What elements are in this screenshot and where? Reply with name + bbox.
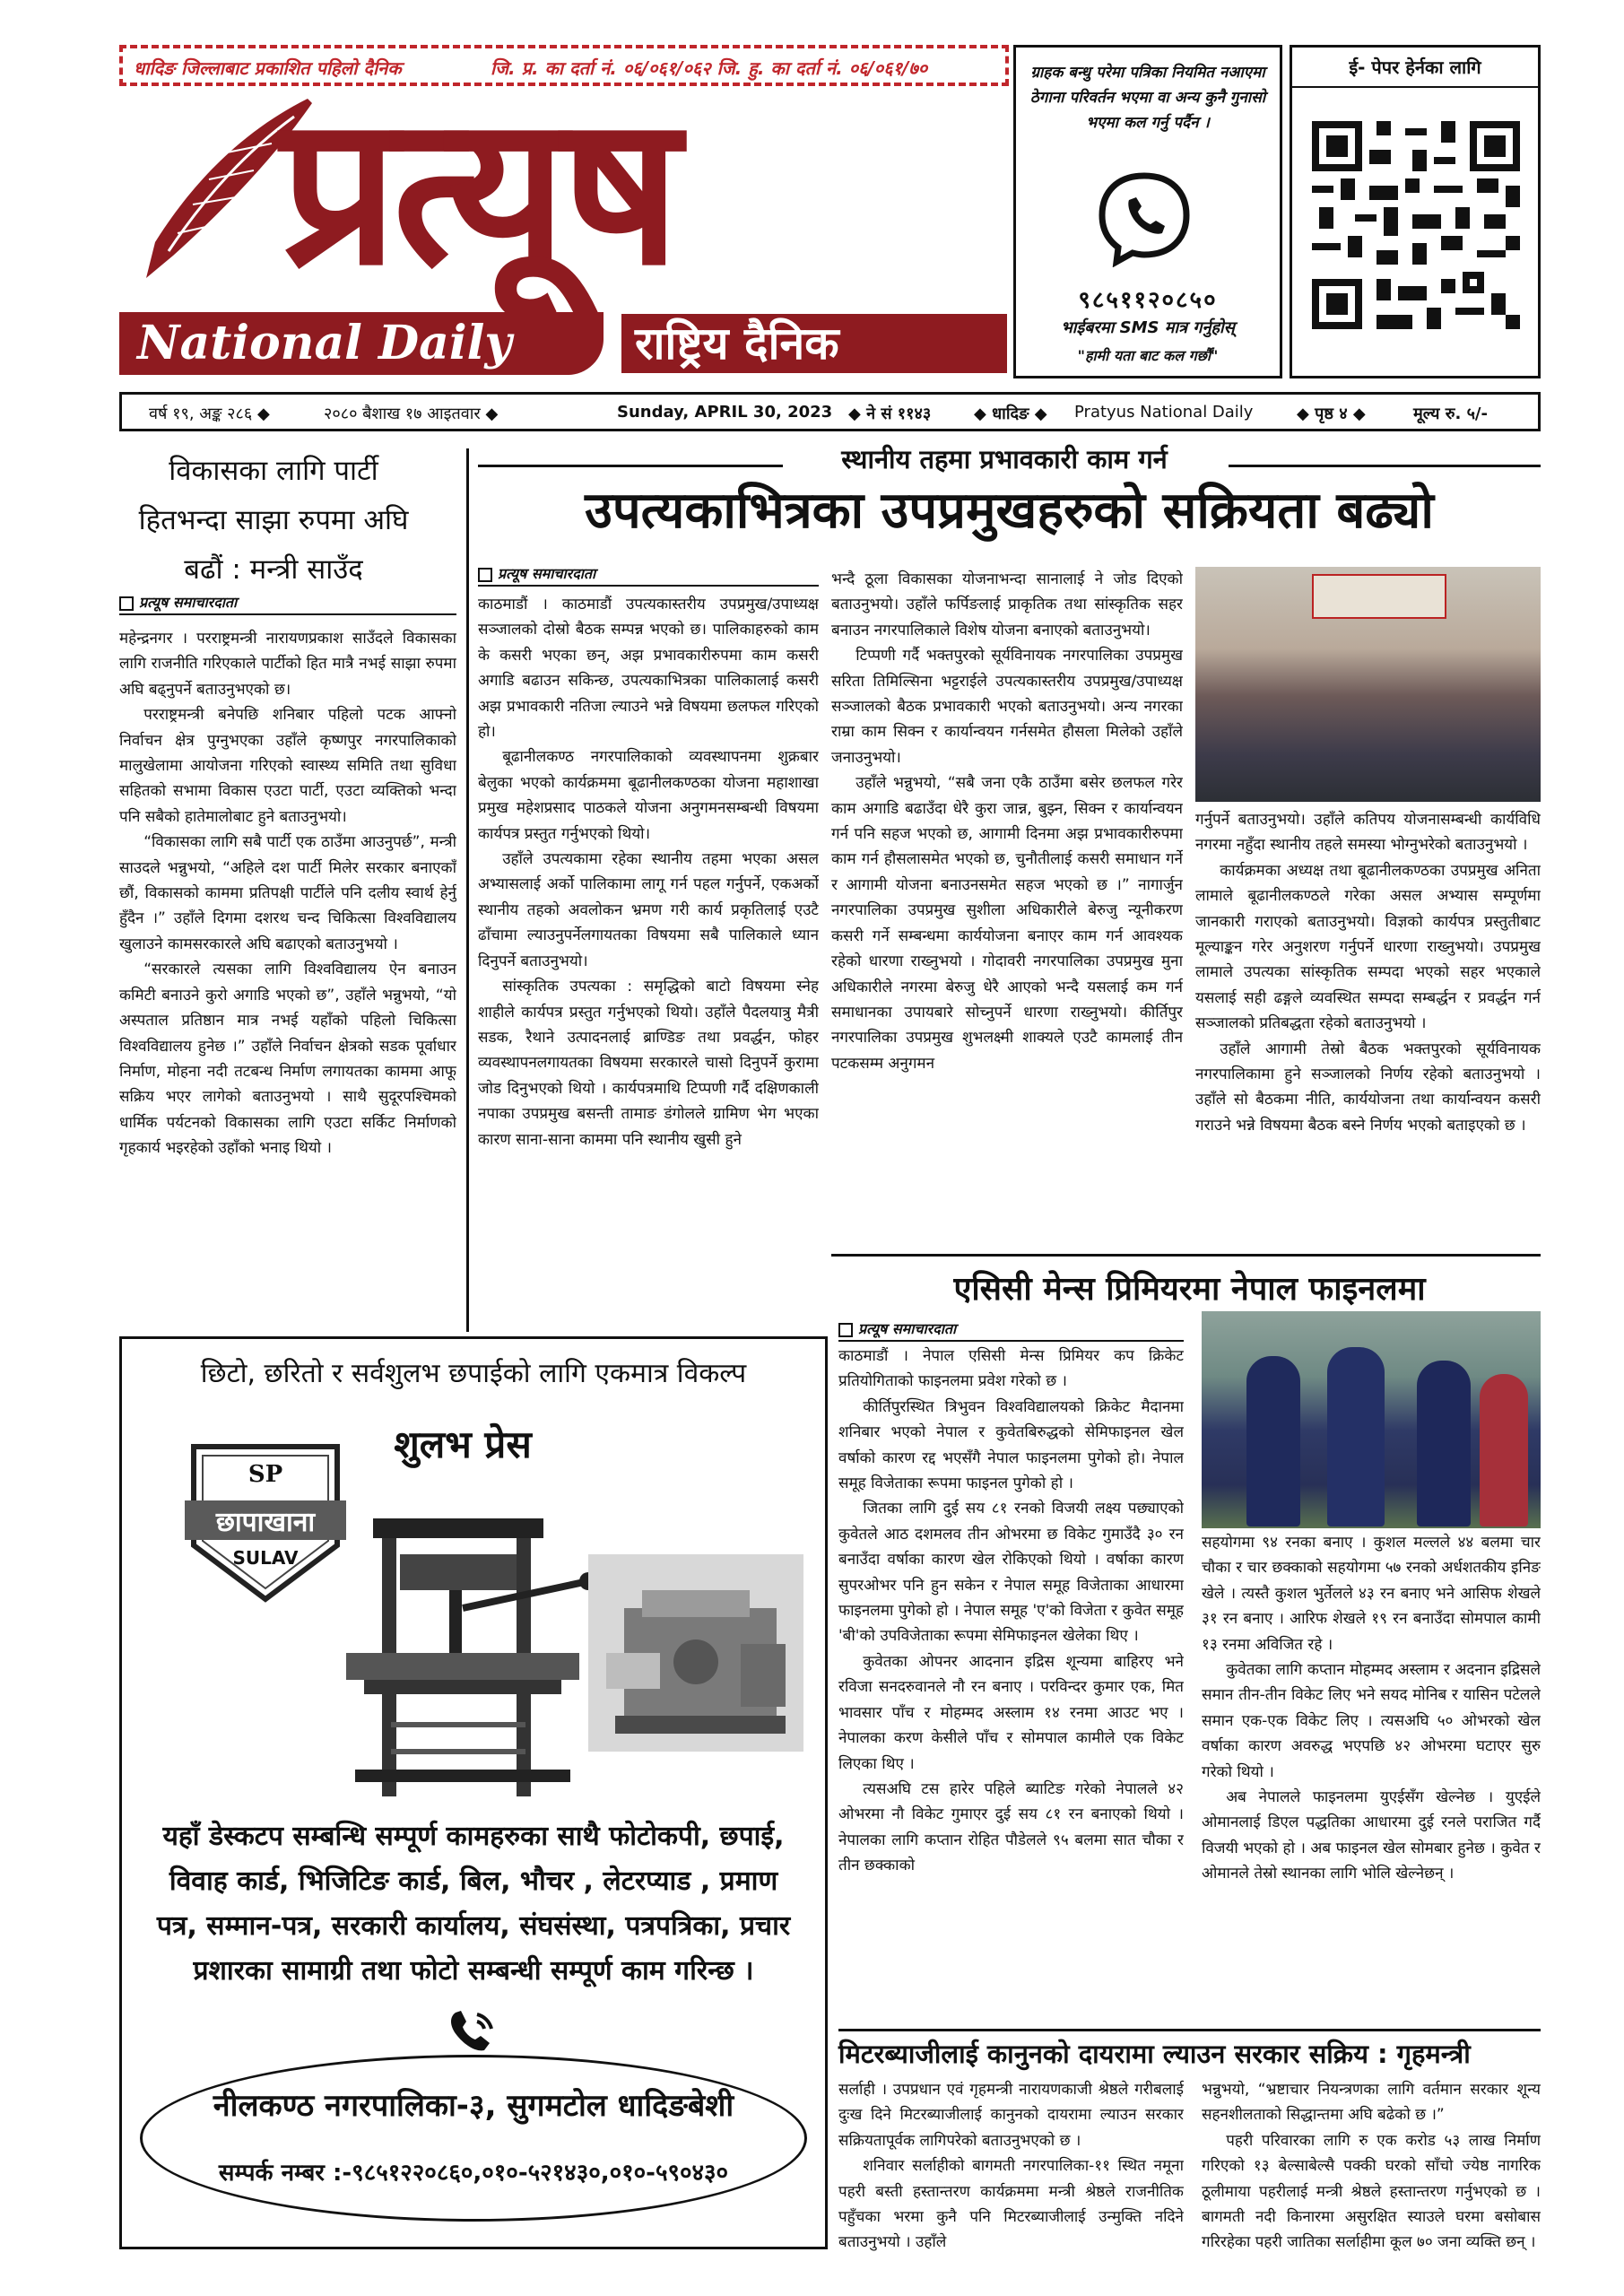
cricket-byline: प्रत्यूष समाचारदाता: [838, 1318, 1184, 1342]
meeting-group-photo: [1195, 567, 1541, 802]
nepal-sambat: ◆ ने सं ११४३: [848, 404, 932, 423]
cricket-col-1: [838, 1344, 1184, 2025]
ad-address: नीलकण्ठ नगरपालिका-३, सुगमटोल धादिङबेशी: [213, 2088, 734, 2124]
left-column-rule: [466, 448, 469, 1332]
lead-para: टिप्पणी गर्दै भक्तपुरको सूर्यविनायक नगरपालिका उपप्रमुख सरिता तिमिल्सिना भट्टराईले उपत्यकास्तरीय उपप्रमुख/उपाध्यक्ष सञ्जालको बैठक प्रभावकारी भएको बताउनुभयो। अन्य नगरका राम्रा काम सिक्न र कार्यान्वयन गर्नसमेत हौसला मिलेको उहाँले जनाउनुभयो।: [831, 647, 1183, 767]
epaper-label: ई- पेपर हेर्नका लागि: [1292, 55, 1538, 88]
bottom-para: भन्नुभयो, “भ्रष्टाचार नियन्त्रणका लागि वर्तमान सरकार शून्य सहनशीलताको सिद्धान्तमा अघि बढेको छ ।”: [1202, 2081, 1541, 2125]
logo-en-text: National Daily: [137, 316, 512, 370]
cricket-para: काठमाडौं । नेपाल एसिसी मेन्स प्रिमियर कप क्रिकेट प्रतियोगिताको फाइनलमा प्रवेश गरेको छ ।: [838, 1347, 1184, 1391]
cricket-para: जितका लागि दुई सय ८१ रनको विजयी लक्ष्य पछ्याएको कुवेतले आठ दशमलव तीन ओभरमा छ विकेट गुमाउँदै ३० रन बनाउँदा वर्षाका कारण खेल रोकिएको थियो । वर्षाका कारण सुपरओभर पनि हुन सकेन र नेपाल समूह विजेताका आधारमा फाइनलमा पुगेको हो । नेपाल समूह 'ए'को विजेता र कुवेत समूह 'बी'को उपविजेताका रूपमा सेमिफाइनल खेलेका थिए ।: [838, 1500, 1184, 1646]
bottom-para: पहरी परिवारका लागि रु एक करोड ५३ लाख निर्माण गरिएको १३ बेल्साबेल्सै पक्की घरको साँचो ज्येष्ठ नागरिक ठूलीमाया पहरीलाई मन्त्री श्रेष्ठले हस्तान्तरण गर्नुभएको छ । बागमती नदी किनारमा असुरक्षित स्याउले घरमा बसोबास गरिरहेका पहरी जातिका सर्लाहीमा कूल ७० जना व्यक्ति छन् ।: [1202, 2131, 1541, 2252]
photo-banner: [1312, 574, 1446, 619]
dateline-bar: [119, 392, 1541, 431]
lead-para: उहाँले भन्नुभयो, “सबै जना एकै ठाउँमा बसेर छलफल गरेर काम अगाडि बढाउँदा धेरै कुरा जान्न, बुझ्न, सिक्न र कार्यान्वयन गर्न पनि सहज भएको छ, आगामी दिनमा अझ प्रभावकारीरुपमा काम गर्न हौसलासमेत भएको छ, चुनौतीलाई कसरी समाधान गर्ने र आगामी योजना बनाउनसमेत सहज भएको छ ।” नागार्जुन नगरपालिका उपप्रमुख सुशीला अधिकारीले बेरुजु न्यूनीकरण कसरी गर्ने सम्बन्धमा कार्ययोजना बनाएर काम गर्न आवश्यक रहेको धारणा राख्नुभयो । गोदावरी नगरपालिका उपप्रमुख मुना अधिकारीले नगरमा बेरुजु धेरै आएको भन्दै यसलाई कम गर्न समाधानका उपायबारे सोच्नुपर्ने धारणा राख्नुभयो। कीर्तिपुर नगरपालिका उपप्रमुख शुभलक्ष्मी शाक्यले एउटै कामलाई तीन पटकसम्म अनुगमन: [831, 774, 1183, 1073]
lead-bottom-rule: [831, 1254, 1541, 1257]
qr-code-icon[interactable]: [1312, 121, 1520, 329]
bottom-col-1: [838, 2077, 1184, 2255]
cricket-para: कुवेतका ओपनर आदनान इद्रिस शून्यमा बाहिरए भने रविजा सनदरुवानले नौ रन बनाए । परविन्दर कुमार एक, मित भावसार पाँच र मोहम्मद अस्लाम १४ रनमा आउट भए । नेपालका करण केसीले पाँच र सोमपाल कामीले एक विकेट लिएका थिए ।: [838, 1652, 1184, 1773]
viber-phone-icon: [1095, 169, 1194, 267]
paper-name: Pratyus National Daily: [1074, 403, 1254, 422]
left-story-title: विकासका लागि पार्टी हितभन्दा साझा रुपमा अघि बढौं : मन्त्री साउँद: [138, 455, 409, 586]
nepal-team-photo: [1202, 1311, 1541, 1528]
left-story-para: परराष्ट्रमन्त्री बनेपछि शनिबार पहिलो पटक आफ्नो निर्वाचन क्षेत्र पुग्नुभएका उहाँले कृष्णपुर नगरपालिकाको मालुखेलामा आयोजना गरिएको स्वास्थ्य समिति तथा सुविधा सहितको सभामा विकास एउटा पार्टी, एउटा व्यक्तिको भन्दा पनि सबैको हातेमालोबाट हुने बताउनुभयो।: [119, 706, 456, 826]
ad-body-text: यहाँ डेस्कटप सम्बन्धि सम्पूर्ण कामहरुका साथै फोटोकपी, छपाई, विवाह कार्ड, भिजिटिङ कार्ड, बिल, भौचर , लेटरप्याड , प्रमाण पत्र, सम्मान-पत्र, सरकारी कार्यालय, संघसंस्था, पत्रपत्रिका, प्रचार प्रशारका सामाग्री तथा फोटो सम्बन्धी सम्पूर्ण काम गरिन्छ ।: [156, 1821, 791, 1987]
lead-para: गर्नुपर्ने बताउनुभयो। उहाँले कतिपय योजनासम्बन्धी कार्यविधि नगरमा नहुँदा स्थानीय तहले समस्या भोग्नुभरेको बताउनुभयो ।: [1195, 811, 1541, 855]
bottom-para: सर्लाही । उपप्रधान एवं गृहमन्त्री नारायणकाजी श्रेष्ठले गरीबलाई दुःख दिने मिटरब्याजीलाई कानुनको दायरामा ल्याउन सरकार सक्रियतापूर्वक लागिपरेको बताउनुभएको छ ।: [838, 2081, 1184, 2150]
notice-phone: ९८५११२०८५०: [1078, 287, 1218, 314]
left-story-byline: प्रत्यूष समाचारदाता: [119, 592, 456, 615]
ad-press-name: शुलभ प्रेस: [394, 1422, 532, 1466]
left-story-para: “सरकारले त्यसका लागि विश्वविद्यालय ऐन बनाउन कमिटी बनाउने कुरो अगाडि भएको छ”, उहाँले भन्नुभयो, “यो अस्पताल प्रतिष्ठान मात्र नभई यहाँको पहिलो चिकित्सा विश्वविद्यालय हुनेछ ।” उहाँले निर्वाचन क्षेत्रको सडक पूर्वाधार निर्माण, मोहना नदी तटबन्ध निर्माण लगायतका काममा आफू सक्रिय भएर लागेको बताउनुभयो । साथै सुदूरपश्चिमको धार्मिक पर्यटनको विकासका लागि एउटा सर्किट निर्माणको गृहकार्य भइरहेको उहाँको भनाइ थियो ।: [119, 961, 456, 1158]
slogan-text: "हामी यता बाट कल गर्छौं": [1077, 347, 1219, 364]
price: मूल्य रु. ५/-: [1413, 404, 1488, 423]
ad-tagline: छिटो, छरितो र सर्वशुलभ छपाईको लागि एकमात्र विकल्प: [200, 1358, 747, 1389]
lead-headline: उपत्यकाभित्रका उपप्रमुखहरुको सक्रियता बढ्यो: [585, 482, 1434, 540]
bottom-headline: मिटरब्याजीलाई कानुनको दायरामा ल्याउन सरकार सक्रिय : गृहमन्त्री: [838, 2039, 1471, 2069]
player-figure: [1417, 1361, 1471, 1526]
nepali-date: २०८० बैशाख १७ आइतवार ◆: [324, 404, 499, 423]
phone-icon: [445, 2007, 499, 2057]
lead-para: सांस्कृतिक उपत्यका : समृद्धिको बाटो विषयमा स्नेह शाहीले कार्यपत्र प्रस्तुत गर्नुभएको थियो। उहाँले पैदलयात्रु मैत्री सडक, रैथाने उत्पादनलाई ब्राण्डिङ तथा प्रवर्द्धन, फोहर व्यवस्थापनलगायतका विषयमा सरकारले चासो दिनुपर्ने कुरामा जोड दिनुभएको थियो । कार्यपत्रमाथि टिप्पणी गर्दै दक्षिणकाली नपाका उपप्रमुख बसन्ती तामाङ डंगोलले ग्रामिण भेग भएका कारण साना-साना काममा पनि स्थानीय खुसी हुने: [478, 978, 819, 1149]
offset-printer-image: [588, 1554, 803, 1752]
player-figure: [1480, 1374, 1528, 1526]
kicker-rule-left: [478, 465, 783, 467]
cricket-bottom-rule: [838, 2029, 1541, 2031]
notice-text: ग्राहक बन्धु परेमा पत्रिका नियमित नआएमा ठेगाना परिवर्तन भएमा वा अन्य कुनै गुनासो भएमा कल गर्नु पर्दैन ।: [1029, 64, 1266, 132]
bottom-col-2: [1202, 2077, 1541, 2255]
lead-para: काठमाडौं । काठमाडौं उपत्यकास्तरीय उपप्रमुख/उपाध्यक्ष सञ्जालको दोस्रो बैठक सम्पन्न भएको छ। पालिकाहरुको काम के कसरी भएका छन्, अझ प्रभावकारीरुपमा काम कसरी अगाडि बढाउन सकिन्छ, उपत्यकाभित्रका पालिकालाई कसरी अझ प्रभावकारी नतिजा ल्याउने भन्ने विषयमा छलफल गरिएको हो।: [478, 596, 819, 742]
lead-col-1: [478, 592, 819, 1326]
english-date: Sunday, APRIL 30, 2023: [617, 403, 833, 422]
epaper-box: [1290, 45, 1541, 378]
notice-box: [1013, 45, 1282, 378]
left-story-para: महेन्द्रनगर । परराष्ट्रमन्त्री नारायणप्रकाश साउँदले विकासका लागि राजनीति गरिएकाले पार्टीको हित मात्रै नभई साझा रुपमा अघि बढ्नुपर्ने बताउनुभएको छ।: [119, 630, 456, 699]
lead-byline: प्रत्यूष समाचारदाता: [478, 563, 819, 587]
lead-para: कार्यक्रमका अध्यक्ष तथा बूढानीलकण्ठका उपप्रमुख अनिता लामाले बूढानीलकण्ठले गरेका असल अभ्यास सम्पूर्णमा जानकारी गराएको बताउनुभयो। विज्ञको कार्यपत्र प्रस्तुतीबाट मूल्याङ्कन गरेर अनुशरण गर्नुपर्ने धारणा राख्नुभयो। उपप्रमुख लामाले उपत्यका सांस्कृतिक सम्पदा भएको सहर भएकाले यसलाई सही ढङ्गले व्यवस्थित सम्पदा सम्बर्द्धन र प्रवर्द्धन गर्न सञ्जालको प्रतिबद्धता रहेको बताउनुभयो ।: [1195, 861, 1541, 1033]
lead-para: उहाँले उपत्यकामा रहेका स्थानीय तहमा भएका असल अभ्यासलाई अर्को पालिकामा लागू गर्न पहल गर्नुपर्ने, एकअर्को स्थानीय तहको अवलोकन भ्रमण गरी कार्य प्रकृतिलाई एउटै ढाँचामा ल्याउनुपर्नेलगायतका विषयमा सबै पालिकाले ध्यान दिनुपर्ने बताउनुभयो।: [478, 850, 819, 970]
left-story-para: “विकासका लागि सबै पार्टी एक ठाउँमा आउनुपर्छ”, मन्त्री साउदले भन्नुभयो, “अहिले दश पार्टी मिलेर सरकार बनाएकाँ छौं, विकासको काममा प्रतिपक्षी पार्टीले पनि दलीय स्वार्थ हेर्नु हुँदैन ।” उहाँले दिगमा दशरथ चन्द चिकित्सा विश्वविद्यालय खुलाउने कामसरकारले अघि बढाएको बताउनुभयो ।: [119, 833, 456, 953]
player-figure: [1246, 1356, 1300, 1526]
registration-number: जि. प्र. का दर्ता नं. ०६/०६१/०६२ जि. हु. का दर्ता नं. ०६/०६१/७०: [491, 57, 928, 79]
kicker-rule-right: [1229, 465, 1541, 467]
lead-kicker: स्थानीय तहमा प्रभावकारी काम गर्न: [841, 444, 1168, 474]
masthead-logo: [119, 69, 1009, 378]
lead-col-3: [1195, 807, 1541, 1251]
press-logo-en: SULAV: [232, 1547, 299, 1569]
sms-text: भाईबरमा SMS मात्र गर्नुहोस्: [1061, 318, 1235, 337]
place: ◆ धादिङ ◆: [974, 404, 1047, 423]
first-daily-text: धादिङ जिल्लाबाट प्रकाशित पहिलो दैनिक: [134, 57, 402, 79]
sulav-press-ad: [119, 1336, 828, 2249]
logo-sub-text: राष्ट्रिय दैनिक: [635, 317, 839, 370]
player-figure: [1327, 1347, 1385, 1526]
logo-devanagari: प्रत्यूष: [281, 69, 675, 311]
cricket-para: सहयोगमा ९४ रनका बनाए । कुशल मल्लले ४४ बलमा चार चौका र चार छक्काको सहयोगमा ५७ रनको अर्धशतकीय इनिङ खेले । त्यस्तै कुशल भुर्तेलले ४३ रन बनाए भने आसिफ शेखले ३१ रन बनाए । आरिफ शेखले १९ रन बनाउँदा सोमपाल कामी १३ रनमा अविजित रहे ।: [1202, 1534, 1541, 1654]
cricket-para: कीर्तिपुरस्थित त्रिभुवन विश्वविद्यालयको क्रिकेट मैदानमा शनिबार भएको नेपाल र कुवेतबिरुद्धको सेमिफाइनल खेल वर्षाको कारण रद्द भएसँगै नेपाल फाइनलमा पुगेको हो। नेपाल समूह विजेताका रूपमा फाइनल पुगेको हो ।: [838, 1397, 1184, 1493]
page-number: ◆ पृष्ठ ४ ◆: [1297, 404, 1366, 423]
press-logo-sp: SP: [248, 1461, 283, 1488]
ad-contact: सम्पर्क नम्बर :-९८५१२२०८६०,०१०-५२१४३०,०१०-५९०४३०: [218, 2160, 729, 2187]
lead-col-2: [831, 567, 1183, 1248]
address-ellipse: [140, 2055, 807, 2222]
press-logo-text: छापाखाना: [215, 1507, 316, 1538]
lead-para: उहाँले आगामी तेस्रो बैठक भक्तपुरको सूर्यविनायक नगरपालिकामा हुने सञ्जालको निर्णय रहेको बताउनुभयो । उहाँले सो बैठकमा नीति, कार्ययोजना तथा कार्यान्वयन कसरी गराउने भन्ने विषयमा बैठक बस्ने निर्णय भएको बताइएको छ ।: [1195, 1039, 1541, 1135]
hand-press-machine-image: [328, 1500, 597, 1805]
bottom-para: शनिवार सर्लाहीको बागमती नगरपालिका-११ स्थित नमूना पहरी बस्ती हस्तान्तरण कार्यक्रममा मन्त्री श्रेष्ठले राजनीतिक पहुँचका भरमा कुनै पनि मिटरब्याजीलाई उन्मुक्ति नदिने बताउनुभयो । उहाँले: [838, 2157, 1184, 2252]
cricket-para: अब नेपालले फाइनलमा युएईसँग खेल्नेछ । युएईले ओमानलाई डिएल पद्धतिका आधारमा दुई रनले पराजित गर्दै विजयी भएको हो । अब फाइनल खेल सोमबार हुनेछ । कुवेत र ओमानले तेस्रो स्थानका लागि भोलि खेल्नेछन् ।: [1202, 1788, 1541, 1883]
cricket-headline: एसिसी मेन्स प्रिमियरमा नेपाल फाइनलमा: [953, 1271, 1426, 1308]
cricket-para: कुवेतका लागि कप्तान मोहम्मद अस्लाम र अदनान इद्रिसले समान तीन-तीन विकेट लिए भने सयद मोनिब र यासिन पटेलले समान एक-एक विकेट लिए । त्यसअघि ५० ओभरको खेल वर्षाका कारण अवरुद्ध भएपछि ४२ ओभरमा घटाएर सुरु गरेको थियो ।: [1202, 1661, 1541, 1781]
lead-para: बूढानीलकण्ठ नगरपालिकाको व्यवस्थापनमा शुक्रबार बेलुका भएको कार्यक्रममा बूढानीलकण्ठका योजना महाशाखा प्रमुख महेशप्रसाद पाठकले योजना अनुगमनसम्बन्धी विषयमा कार्यपत्र प्रस्तुत गर्नुभएको थियो।: [478, 748, 819, 843]
cricket-para: त्यसअघि टस हारेर पहिले ब्याटिङ गरेको नेपालले ४२ ओभरमा नौ विकेट गुमाएर दुई सय ८१ रन बनाएको थियो । नेपालका लागि कप्तान रोहित पौडेलले ९५ बलमा सात चौका र तीन छक्काको: [838, 1779, 1184, 1875]
lead-para: भन्दै ठूला विकासका योजनाभन्दा सानालाई ने जोड दिएको बताउनुभयो। उहाँले फर्पिङलाई प्राकृतिक तथा सांस्कृतिक सहर बनाउन नगरपालिकाले विशेष योजना बनाएको बताउनुभयो।: [831, 570, 1183, 639]
volume-issue: वर्ष १९, अङ्क २८६ ◆: [149, 404, 270, 423]
cricket-col-2: [1202, 1530, 1541, 2019]
left-story-body: [119, 626, 456, 1326]
